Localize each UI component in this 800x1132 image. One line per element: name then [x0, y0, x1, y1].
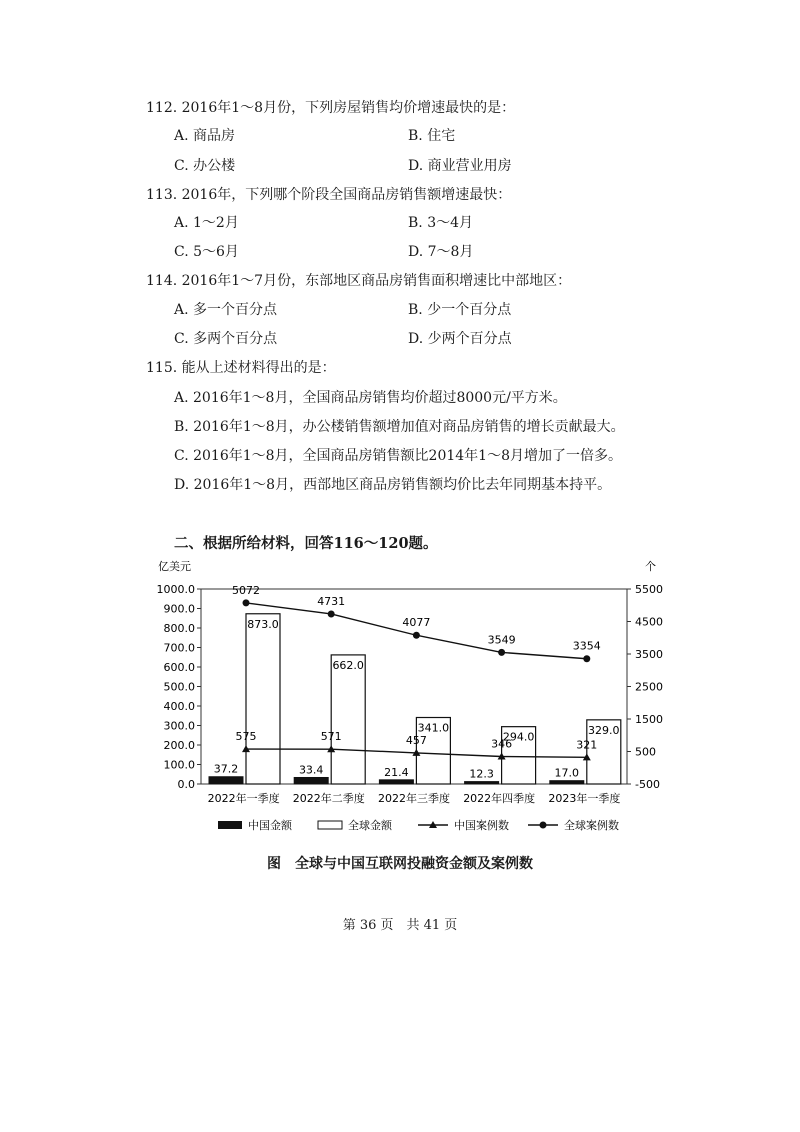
global-count-label: 3354	[572, 639, 601, 653]
y-left-tick-label: 600.0	[163, 661, 195, 674]
figure-caption: 图 全球与中国互联网投融资金额及案例数	[267, 856, 533, 872]
y-left-tick-label: 900.0	[163, 602, 195, 616]
china-amount-bar	[550, 781, 584, 784]
question-114-option-b[interactable]: B. 少一个百分点	[408, 302, 512, 318]
question-115-stem: 115. 能从上述材料得出的是：	[146, 360, 336, 376]
question-115-option-d[interactable]: D. 2016年1～8月，西部地区商品房销售额均价比去年同期基本持平。	[174, 477, 612, 493]
y-left-tick-label: 500.0	[163, 680, 195, 694]
question-114-stem: 114. 2016年1～7月份，东部地区商品房销售面积增速比中部地区：	[146, 273, 572, 289]
y-left-tick-label: 0.0	[177, 778, 195, 791]
y-right-tick-label: 500	[635, 745, 656, 759]
y-left-tick-label: 1000.0	[156, 583, 195, 596]
china-amount-bar	[379, 780, 413, 784]
legend-global-amount-label: 全球金额	[348, 819, 392, 832]
china-count-label: 346	[491, 737, 513, 751]
global-count-label: 3549	[487, 633, 516, 647]
china-amount-label: 12.3	[469, 767, 494, 781]
y-left-tick-label: 400.0	[163, 700, 195, 713]
china-amount-bar	[465, 782, 499, 784]
global-count-label: 5072	[232, 583, 260, 597]
question-113-option-b[interactable]: B. 3～4月	[408, 215, 474, 231]
question-115-option-a[interactable]: A. 2016年1～8月，全国商品房销售均价超过8000元/平方米。	[174, 390, 567, 406]
y-right-tick-label: 5500	[635, 583, 663, 596]
legend-global-count-label: 全球案例数	[564, 819, 619, 832]
china-amount-label: 21.4	[384, 765, 409, 779]
investment-chart	[0, 550, 800, 840]
global-amount-bar	[331, 655, 365, 784]
global-count-label: 4077	[402, 616, 431, 630]
y-right-tick-label: 3500	[635, 648, 663, 661]
china-amount-bar	[294, 777, 328, 784]
china-amount-bar	[209, 777, 243, 784]
legend-global-amount-swatch	[318, 821, 342, 829]
question-113-stem: 113. 2016年，下列哪个阶段全国商品房销售额增速最快：	[146, 187, 512, 203]
y-right-tick-label: 1500	[635, 713, 663, 726]
x-tick-label: 2022年四季度	[463, 792, 536, 805]
section-title: 二、根据所给材料，回答116～120题。	[174, 535, 438, 552]
y-right-tick-label: -500	[635, 778, 660, 791]
question-114-option-c[interactable]: C. 多两个百分点	[174, 331, 278, 347]
china-amount-label: 37.2	[213, 762, 239, 776]
question-113-option-c[interactable]: C. 5～6月	[174, 244, 239, 260]
y-left-tick-label: 800.0	[163, 622, 195, 635]
question-113-option-d[interactable]: D. 7～8月	[408, 244, 474, 260]
question-113-option-a[interactable]: A. 1～2月	[174, 215, 239, 231]
x-tick-label: 2022年二季度	[292, 792, 365, 805]
question-112-option-a[interactable]: A. 商品房	[174, 128, 236, 144]
china-count-label: 457	[405, 733, 427, 747]
y-right-tick-label: 4500	[635, 615, 663, 629]
global-amount-label: 662.0	[332, 658, 364, 672]
y-left-tick-label: 200.0	[163, 739, 195, 752]
global-count-point	[328, 610, 335, 617]
page-footer: 第 36 页 共 41 页	[342, 918, 458, 933]
global-amount-label: 873.0	[247, 617, 279, 631]
global-count-label: 4731	[317, 594, 346, 608]
legend-china-count-label: 中国案例数	[454, 819, 509, 832]
question-112-option-c[interactable]: C. 办公楼	[174, 158, 236, 174]
china-count-label: 575	[235, 730, 257, 744]
global-amount-label: 329.0	[588, 723, 620, 737]
global-amount-label: 341.0	[417, 721, 450, 735]
china-amount-label: 17.0	[554, 766, 580, 780]
china-count-label: 321	[576, 738, 598, 752]
y-left-tick-label: 700.0	[163, 641, 195, 655]
global-count-point	[243, 599, 250, 606]
china-amount-label: 33.4	[298, 763, 324, 777]
question-115-option-b[interactable]: B. 2016年1～8月，办公楼销售额增加值对商品房销售的增长贡献最大。	[174, 419, 625, 435]
x-tick-label: 2022年三季度	[378, 792, 450, 805]
global-amount-bar	[246, 614, 280, 784]
legend-china-amount-label: 中国金额	[248, 819, 292, 832]
global-count-point	[413, 632, 420, 639]
global-count-point	[583, 655, 590, 662]
question-112-stem: 112. 2016年1～8月份，下列房屋销售均价增速最快的是：	[146, 100, 516, 116]
question-115-option-c[interactable]: C. 2016年1～8月，全国商品房销售额比2014年1～8月增加了一倍多。	[174, 448, 622, 464]
x-tick-label: 2022年一季度	[207, 792, 280, 805]
china-count-label: 571	[320, 730, 342, 744]
legend-global-count-marker	[540, 822, 547, 829]
y-left-tick-label: 300.0	[163, 719, 195, 733]
question-114-option-d[interactable]: D. 少两个百分点	[408, 331, 512, 347]
legend-china-amount-swatch	[218, 821, 242, 829]
y-right-axis-label: 个	[645, 560, 656, 573]
global-count-line	[246, 603, 587, 659]
global-count-point	[498, 649, 505, 656]
question-112-option-b[interactable]: B. 住宅	[408, 128, 456, 144]
y-left-tick-label: 100.0	[163, 758, 195, 772]
global-amount-label: 294.0	[502, 730, 535, 744]
y-left-axis-label: 亿美元	[158, 560, 191, 573]
x-tick-label: 2023年一季度	[548, 792, 621, 805]
question-112-option-d[interactable]: D. 商业营业用房	[408, 158, 512, 174]
question-114-option-a[interactable]: A. 多一个百分点	[174, 302, 278, 318]
y-right-tick-label: 2500	[635, 680, 663, 694]
